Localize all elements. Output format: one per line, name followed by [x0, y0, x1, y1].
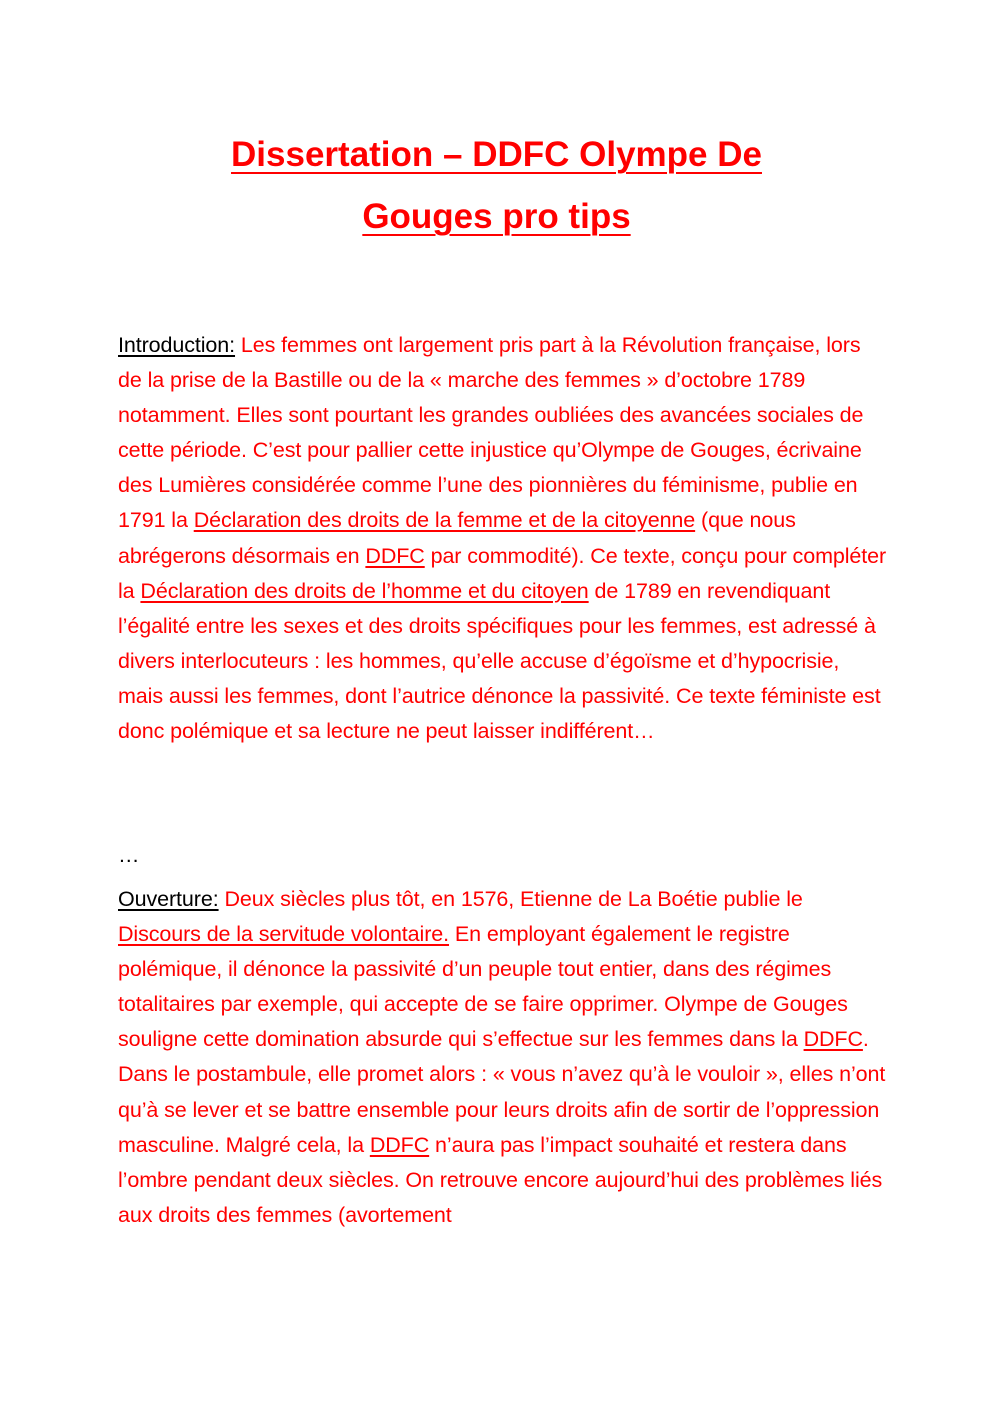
- ouverture-text-2: En employant également le registre polémique, il dénonce la passivité d’un peuple tout entier, dans des régimes totalitaires par exemple, qui accepte de se faire opprimer. Olympe de Gouges souligne cette domination absurde qui s’effectue sur les femmes dans la: [118, 922, 848, 1052]
- introduction-paragraph: [118, 328, 888, 749]
- ouverture-label: Ouverture:: [118, 887, 219, 911]
- ddfc-abbreviation-2: DDFC: [803, 1027, 863, 1052]
- ddhc-title-reference: Déclaration des droits de l’homme et du citoyen: [140, 578, 589, 603]
- section-ellipsis: …: [118, 843, 140, 867]
- intro-text-4: de 1789 en revendiquant l’égalité entre les sexes et des droits spécifiques pour les femmes, est adressé à divers interlocuteurs : les hommes, qu’elle accuse d’égoïsme et d’hypocrisie, mais aussi les femmes, dont l’autrice dénonce la passivité. Ce texte féministe est donc polémique et sa lecture ne peut laisser indifférent…: [118, 578, 881, 744]
- ouverture-paragraph: [118, 882, 888, 1233]
- introduction-label: Introduction:: [118, 333, 236, 357]
- ouverture-text-4: n’aura pas l’impact souhaité et restera dans l’ombre pendant deux siècles. On retrouve encore aujourd’hui des problèmes liés aux droits des femmes (avortement: [118, 1132, 883, 1227]
- ouverture-text-3: . Dans le postambule, elle promet alors : « vous n’avez qu’à le vouloir », elles n’ont qu’à se lever et se battre ensemble pour leurs droits afin de sortir de l’oppression masculine. Malgré cela, la: [118, 1027, 886, 1157]
- ddfc-abbreviation-3: DDFC: [369, 1132, 430, 1157]
- ouverture-text-1: Deux siècles plus tôt, en 1576, Etienne de La Boétie publie le: [218, 887, 803, 911]
- ddfc-title-reference: Déclaration des droits de la femme et de la citoyenne: [193, 508, 696, 533]
- title-line-1: Dissertation – DDFC Olympe De: [231, 135, 762, 174]
- title-line-2: Gouges pro tips: [362, 197, 631, 236]
- discours-title-reference: Discours de la servitude volontaire.: [118, 922, 450, 947]
- ddfc-abbreviation: DDFC: [365, 543, 425, 568]
- document-title: [118, 124, 875, 248]
- intro-text-2: (que nous abrégerons désormais en: [118, 508, 796, 568]
- intro-text-3: par commodité). Ce texte, conçu pour compléter la: [118, 543, 887, 603]
- intro-text-1: Les femmes ont largement pris part à la Révolution française, lors de la prise de la Bastille ou de la « marche des femmes » d’octobre 1789 notamment. Elles sont pourtant les grandes oubliées des avancées sociales de cette période. C’est pour pallier cette injustice qu’Olympe de Gouges, écrivaine des Lumières considérée comme l’une des pionnières du féminisme, publie en 1791 la: [118, 333, 864, 533]
